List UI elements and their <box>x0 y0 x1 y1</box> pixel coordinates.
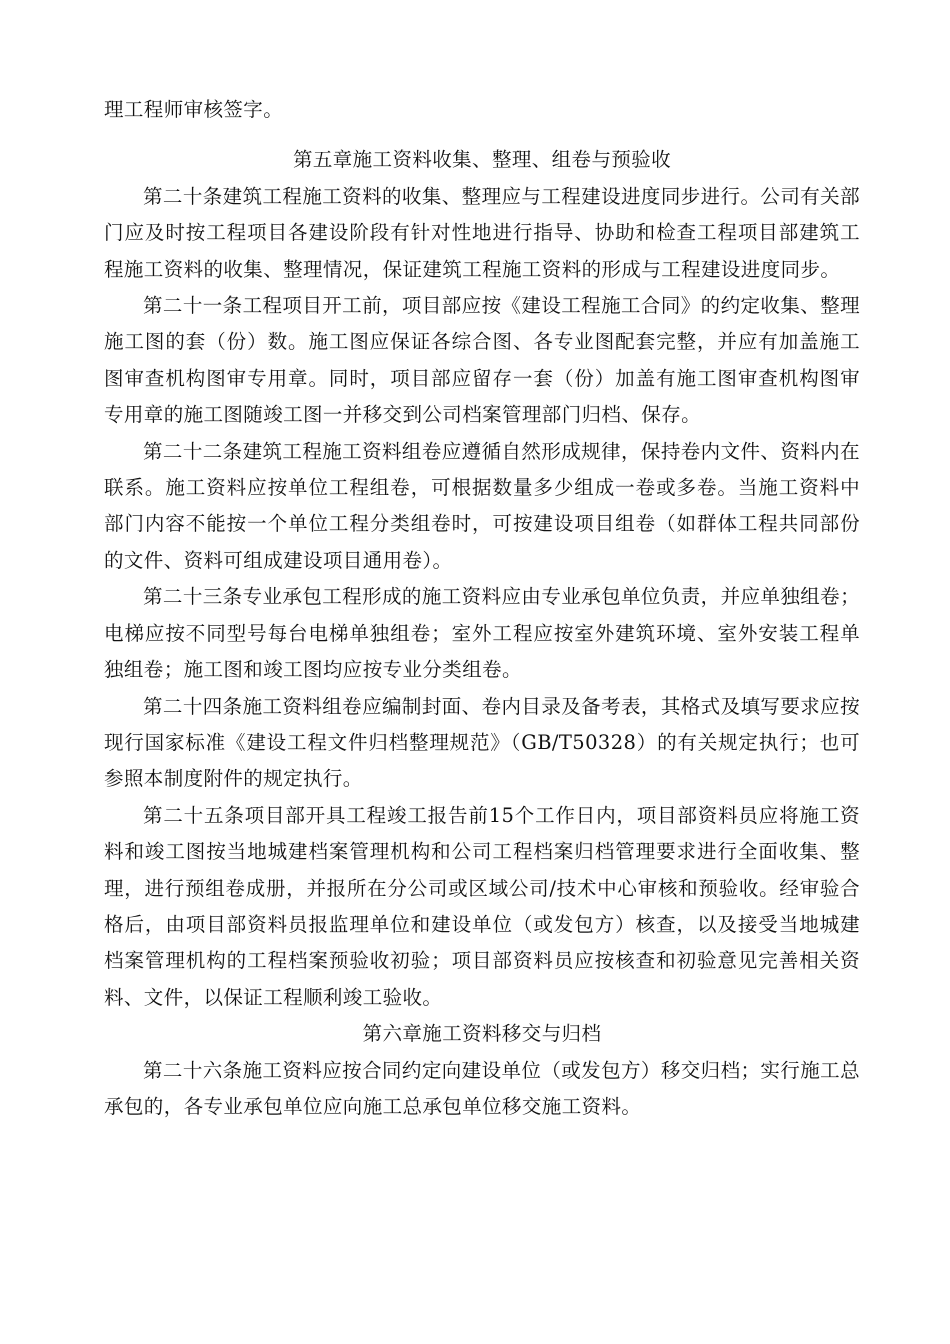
article-23: 第二十三条专业承包工程形成的施工资料应由专业承包单位负责，并应单独组卷；电梯应按不同型号每台电梯单独组卷；室外工程应按室外建筑环境、室外安装工程单独组卷；施工图和竣工图均应按专业分类组卷。 <box>104 585 860 682</box>
chapter-6-heading: 第六章施工资料移交与归档 <box>362 1022 602 1046</box>
continuation-paragraph: 理工程师审核签字。 <box>104 98 284 121</box>
article-20: 第二十条建筑工程施工资料的收集、整理应与工程建设进度同步进行。公司有关部门应及时按工程项目各建设阶段有针对性地进行指导、协助和检查工程项目部建筑工程施工资料的收集、整理情况，保证建筑工程施工资料的形成与工程建设进度同步。 <box>104 184 860 281</box>
article-21: 第二十一条工程项目开工前，项目部应按《建设工程施工合同》的约定收集、整理施工图的套（份）数。施工图应保证各综合图、各专业图配套完整，并应有加盖施工图审查机构图审专用章。同时，项目部应留存一套（份）加盖有施工图审查机构图审专用章的施工图随竣工图一并移交到公司档案管理部门归档、保存。 <box>104 294 860 427</box>
article-24: 第二十四条施工资料组卷应编制封面、卷内目录及备考表，其格式及填写要求应按现行国家标准《建设工程文件归档整理规范》（GB/T50328）的有关规定执行；也可参照本制度附件的规定执行。 <box>104 694 860 791</box>
article-25: 第二十五条项目部开具工程竣工报告前15个工作日内，项目部资料员应将施工资料和竣工图按当地城建档案管理机构和公司工程档案归档管理要求进行全面收集、整理，进行预组卷成册，并报所在分公司或区域公司/技术中心审核和预验收。经审验合格后，由项目部资料员报监理单位和建设单位（或发包方）核查，以及接受当地城建档案管理机构的工程档案预验收初验；项目部资料员应按核查和初验意见完善相关资料、文件，以保证工程顺利竣工验收。 <box>104 803 860 1009</box>
article-22: 第二十二条建筑工程施工资料组卷应遵循自然形成规律，保持卷内文件、资料内在联系。施工资料应按单位工程组卷，可根据数量多少组成一卷或多卷。当施工资料中部门内容不能按一个单位工程分类组卷时，可按建设项目组卷（如群体工程共同部份的文件、资料可组成建设项目通用卷）。 <box>104 439 860 572</box>
chapter-5-heading: 第五章施工资料收集、整理、组卷与预验收 <box>292 148 672 172</box>
article-26: 第二十六条施工资料应按合同约定向建设单位（或发包方）移交归档；实行施工总承包的，各专业承包单位应向施工总承包单位移交施工资料。 <box>104 1058 860 1118</box>
document-body <box>104 92 860 1125</box>
